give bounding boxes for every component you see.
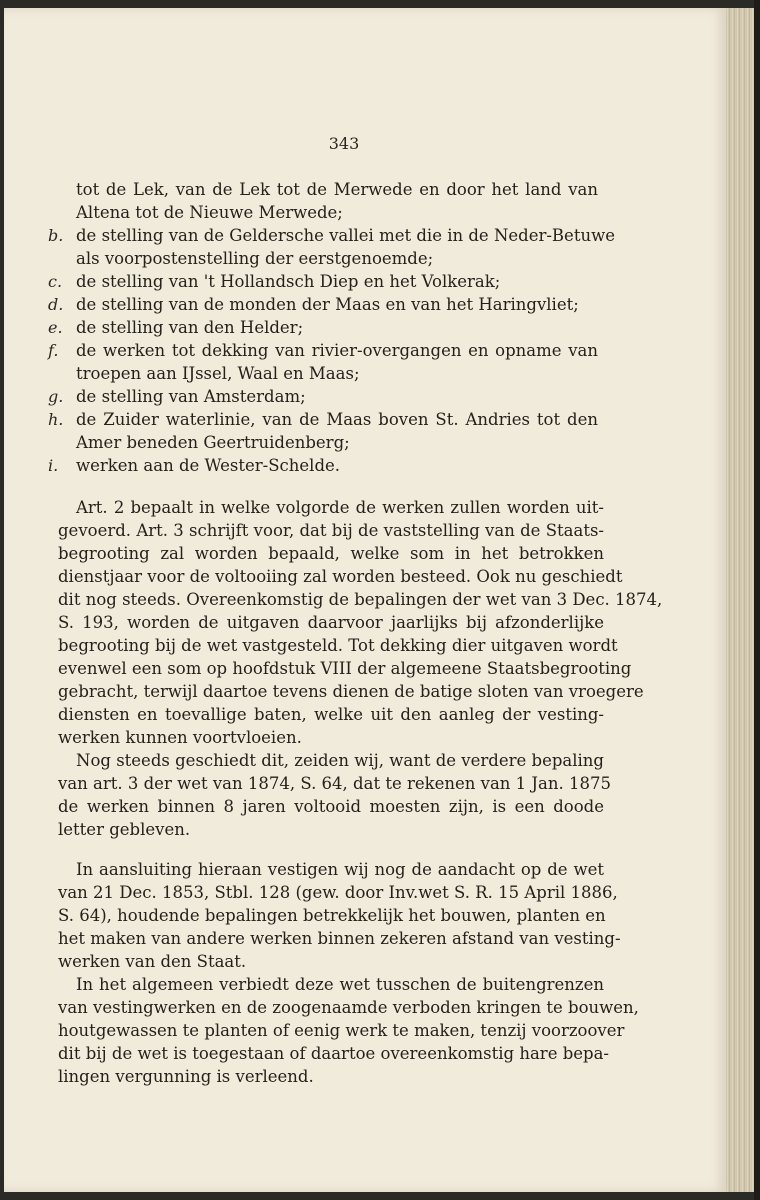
paragraph-line: de werken binnen 8 jaren voltooid moesten zijn, is een doode <box>58 797 604 816</box>
page-edge-stack <box>726 8 754 1192</box>
paragraph-line: S. 193, worden de uitgaven daarvoor jaarlijks bij afzonderlijke <box>58 613 604 632</box>
paragraph-line: lingen vergunning is verleend. <box>58 1067 314 1086</box>
list-item-line: als voorpostenstelling der eerstgenoemde; <box>76 249 434 268</box>
paragraph-line: het maken van andere werken binnen zekeren afstand van vesting- <box>58 929 621 948</box>
paragraph-line: In aansluiting hieraan vestigen wij nog de aandacht op de wet <box>76 860 604 879</box>
list-label: e. <box>48 318 63 337</box>
paragraph-line: van vestingwerken en de zoogenaamde verboden kringen te bouwen, <box>58 998 639 1017</box>
paragraph-line: van art. 3 der wet van 1874, S. 64, dat te rekenen van 1 Jan. 1875 <box>58 774 611 793</box>
paragraph-line: evenwel een som op hoofdstuk VIII der algemeene Staatsbegrooting <box>58 659 632 678</box>
paragraph-line: diensten en toevallige baten, welke uit den aanleg der vesting- <box>58 705 604 724</box>
list-item-line: de stelling van de monden der Maas en van het Haringvliet; <box>76 295 579 314</box>
paragraph-line: gebracht, terwijl daartoe tevens dienen de batige sloten van vroegere <box>58 682 644 701</box>
paragraph-line: dit nog steeds. Overeenkomstig de bepalingen der wet van 3 Dec. 1874, <box>58 590 663 609</box>
paragraph-line: van 21 Dec. 1853, Stbl. 128 (gew. door Inv.wet S. R. 15 April 1886, <box>58 883 618 902</box>
list-item-line: de stelling van Amsterdam; <box>76 387 306 406</box>
list-label: i. <box>48 456 59 475</box>
paragraph-line: S. 64), houdende bepalingen betrekkelijk het bouwen, planten en <box>58 906 606 925</box>
paragraph-line: In het algemeen verbiedt deze wet tusschen de buitengrenzen <box>76 975 604 994</box>
paragraph-line: begrooting bij de wet vastgesteld. Tot dekking dier uitgaven wordt <box>58 636 618 655</box>
list-label: d. <box>48 295 64 314</box>
list-item-line: Amer beneden Geertruidenberg; <box>76 433 350 452</box>
paragraph-line: dit bij de wet is toegestaan of daartoe overeenkomstig hare bepa- <box>58 1044 610 1063</box>
list-item-line: de stelling van 't Hollandsch Diep en het Volkerak; <box>76 272 501 291</box>
paragraph-line: werken kunnen voortvloeien. <box>58 728 302 747</box>
page-number: 343 <box>328 134 360 153</box>
paragraph-line: werken van den Staat. <box>58 952 247 971</box>
scan-border <box>754 0 760 1200</box>
paragraph-line: Nog steeds geschiedt dit, zeiden wij, want de verdere bepaling <box>76 751 604 770</box>
list-item-line: de werken tot dekking van rivier-overgangen en opname van <box>76 341 598 360</box>
list-label: h. <box>48 410 64 429</box>
list-item-line: de Zuider waterlinie, van de Maas boven St. Andries tot den <box>76 410 598 429</box>
list-item-line: de stelling van den Helder; <box>76 318 304 337</box>
list-continuation-line: Altena tot de Nieuwe Merwede; <box>76 203 343 222</box>
list-label: b. <box>48 226 64 245</box>
paragraph-line: houtgewassen te planten of eenig werk te maken, tenzij voorzoover <box>58 1021 625 1040</box>
list-item-line: de stelling van de Geldersche vallei met die in de Neder-Betuwe <box>76 226 615 245</box>
book-page <box>4 8 726 1192</box>
list-item-line: troepen aan IJssel, Waal en Maas; <box>76 364 360 383</box>
paragraph-line: Art. 2 bepaalt in welke volgorde de werken zullen worden uit- <box>76 498 604 517</box>
list-label: c. <box>48 272 63 291</box>
paragraph-line: gevoerd. Art. 3 schrijft voor, dat bij de vaststelling van de Staats- <box>58 521 604 540</box>
list-label: f. <box>48 341 59 360</box>
list-continuation-line: tot de Lek, van de Lek tot de Merwede en door het land van <box>76 180 598 199</box>
list-item-line: werken aan de Wester-Schelde. <box>76 456 341 475</box>
list-label: g. <box>48 387 64 406</box>
paragraph-line: begrooting zal worden bepaald, welke som in het betrokken <box>58 544 604 563</box>
paragraph-line: letter gebleven. <box>58 820 191 839</box>
paragraph-line: dienstjaar voor de voltooiing zal worden besteed. Ook nu geschiedt <box>58 567 623 586</box>
